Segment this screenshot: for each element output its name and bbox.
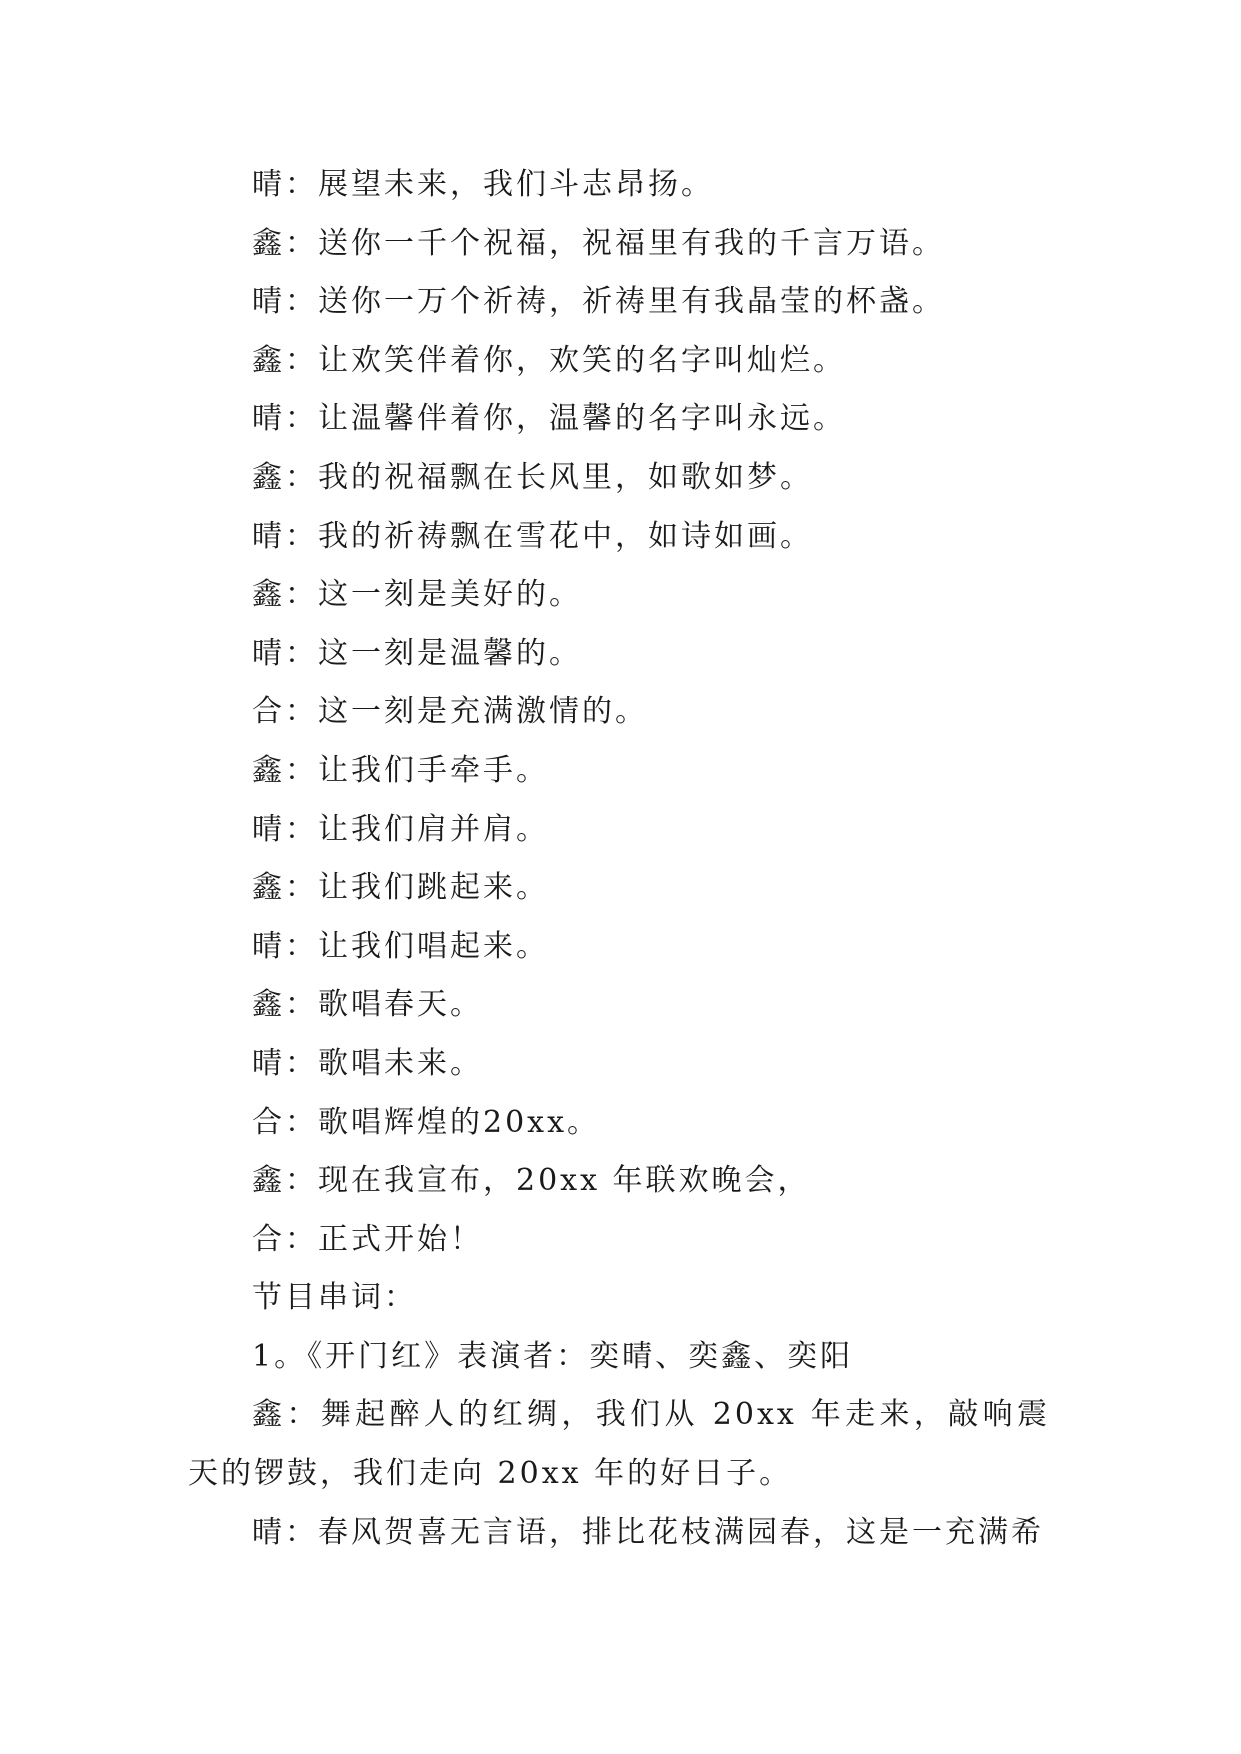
- script-line: 合：歌唱辉煌的20xx。: [252, 1104, 601, 1140]
- script-line: 晴：让我们肩并肩。: [252, 811, 549, 847]
- script-line: 鑫：这一刻是美好的。: [252, 577, 582, 613]
- script-line: 晴：让温馨伴着你，温馨的名字叫永远。: [252, 401, 846, 437]
- script-line: 合：这一刻是充满激情的。: [252, 694, 648, 730]
- script-line: 鑫：我的祝福飘在长风里，如歌如梦。: [252, 459, 813, 495]
- script-line: 鑫：让我们跳起来。: [252, 870, 549, 906]
- script-line: 鑫：现在我宣布，20xx 年联欢晚会，: [252, 1163, 811, 1199]
- script-line: 鑫：歌唱春天。: [252, 987, 483, 1023]
- script-line: 合：正式开始！: [252, 1221, 483, 1257]
- script-line: 鑫：送你一千个祝福，祝福里有我的千言万语。: [252, 225, 945, 261]
- script-line: 鑫：让我们手牵手。: [252, 752, 549, 788]
- script-line: 晴：我的祈祷飘在雪花中，如诗如画。: [252, 518, 813, 554]
- script-line: 晴：歌唱未来。: [252, 1045, 483, 1081]
- script-line: 晴：让我们唱起来。: [252, 928, 549, 964]
- script-line: 鑫：让欢笑伴着你，欢笑的名字叫灿烂。: [252, 342, 846, 378]
- script-paragraph: 鑫：舞起醉人的红绸，我们从 20xx 年走来，敲响震天的锣鼓，我们走向 20xx 年的好日子。: [188, 1397, 1050, 1492]
- script-line: 晴：展望未来，我们斗志昂扬。: [252, 167, 714, 202]
- section-heading: 节目串词：: [252, 1280, 417, 1316]
- script-line: 晴：春风贺喜无言语，排比花枝满园春，这是一充满希: [252, 1514, 1044, 1550]
- script-line: 晴：这一刻是温馨的。: [252, 635, 582, 671]
- document-page: [188, 156, 1050, 1562]
- program-item: 1。《开门红》表演者：奕晴、奕鑫、奕阳: [252, 1338, 854, 1374]
- script-line: 晴：送你一万个祈祷，祈祷里有我晶莹的杯盏。: [252, 284, 945, 320]
